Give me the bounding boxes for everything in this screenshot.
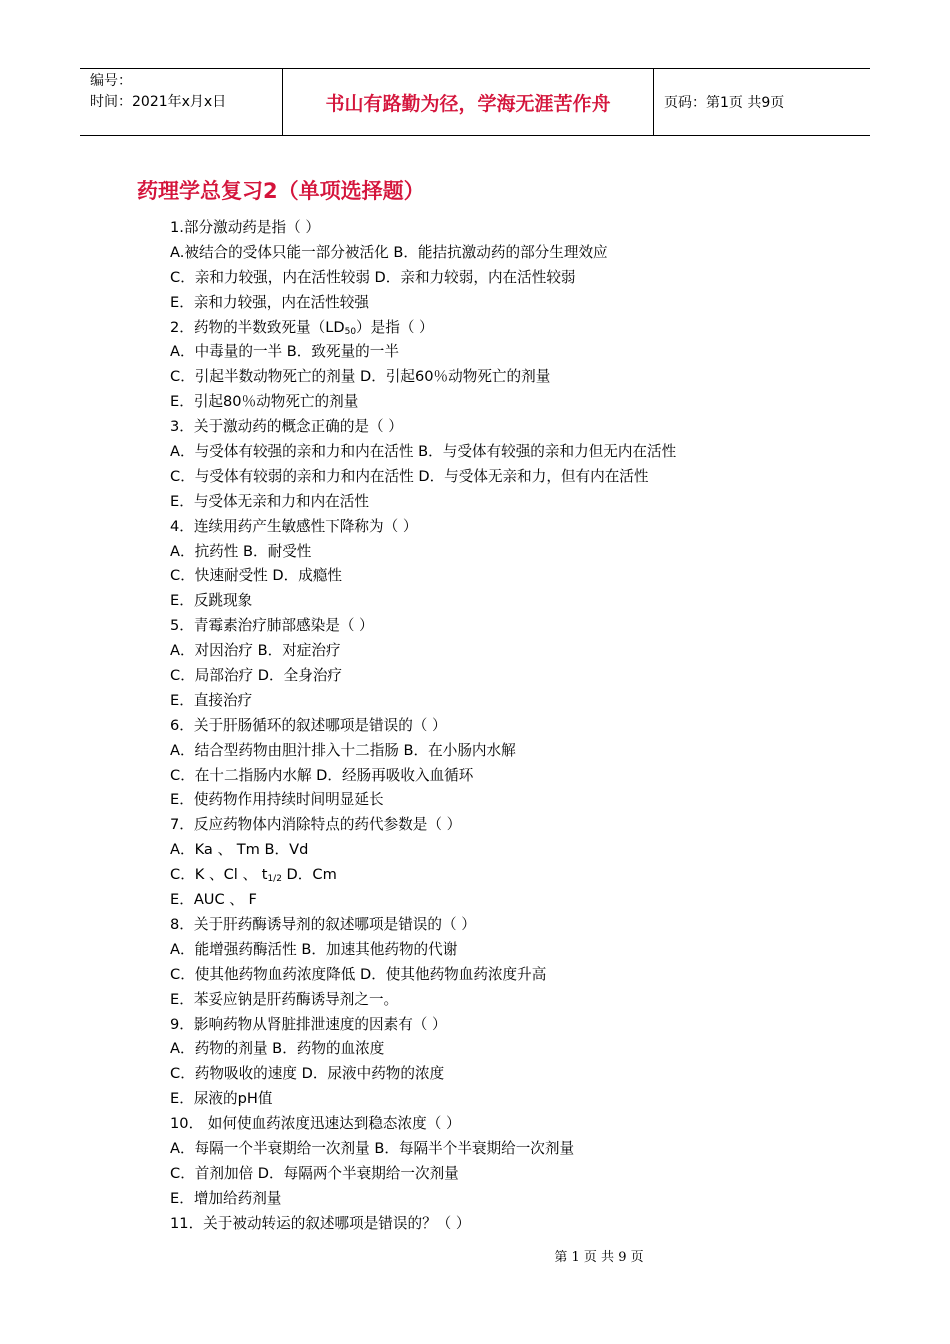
text-line: 2．药物的半数致死量$(LD_{50})$是指（ ） bbox=[170, 318, 434, 337]
text-line: A.被结合的受体只能一部分被活化 B．能拮抗激动药的部分生理效应 bbox=[170, 243, 608, 261]
text-line: A．Ka 、 Tm B．Vd bbox=[170, 841, 309, 859]
text-line: A．药物的剂量 B．药物的血浓度 bbox=[170, 1040, 385, 1058]
text-line: E．AUC 、 F bbox=[170, 891, 257, 909]
header-left-cell bbox=[80, 69, 282, 135]
text-line: A．每隔一个半衰期给一次剂量 B．每隔半个半衰期给一次剂量 bbox=[170, 1139, 575, 1157]
text-line: 3．关于激动药的概念正确的是（ ） bbox=[170, 418, 403, 436]
text-line: E．亲和力较强，内在活性较强 bbox=[170, 293, 369, 311]
text-line: A．中毒量的一半 B．致死量的一半 bbox=[170, 343, 399, 361]
text-line: 8．关于肝药酶诱导剂的叙述哪项是错误的（ ） bbox=[170, 915, 476, 933]
text-line: 4．连续用药产生敏感性下降称为（ ） bbox=[170, 517, 418, 535]
header-motto: 书山有路勤为径，学海无涯苦作舟 bbox=[282, 69, 654, 135]
text-line: A．与受体有较强的亲和力和内在活性 B．与受体有较强的亲和力但无内在活性 bbox=[170, 443, 677, 461]
text-line: 7．反应药物体内消除特点的药代参数是（ ） bbox=[170, 816, 462, 834]
text-line: 1.部分激动药是指（ ） bbox=[170, 219, 320, 236]
text-line: E．尿液的pH值 bbox=[170, 1090, 273, 1108]
text-line: C．与受体有较弱的亲和力和内在活性 D．与受体无亲和力，但有内在活性 bbox=[170, 467, 649, 485]
text-line: 10． 如何使血药浓度迅速达到稳态浓度（ ） bbox=[170, 1115, 461, 1133]
text-line: E．使药物作用持续时间明显延长 bbox=[170, 791, 384, 809]
text-line: E．引起80％动物死亡的剂量 bbox=[170, 393, 359, 411]
question-list bbox=[170, 216, 860, 1237]
text-line: E．直接治疗 bbox=[170, 691, 253, 709]
code-label: 编号： bbox=[90, 73, 132, 89]
text-line: C．快速耐受性 D．成瘾性 bbox=[170, 567, 343, 585]
text-line: A．对因治疗 B．对症治疗 bbox=[170, 642, 341, 660]
text-line: 9．影响药物从肾脏排泄速度的因素有（ ） bbox=[170, 1015, 447, 1033]
text-line: E．增加给药剂量 bbox=[170, 1189, 282, 1207]
text-line: 5．青霉素治疗肺部感染是（ ） bbox=[170, 617, 374, 635]
document-title: 药理学总复习2（单项选择题） bbox=[137, 179, 425, 203]
text-line: E．苯妥应钠是肝药酶诱导剂之一。 bbox=[170, 990, 399, 1008]
text-line: C．引起半数动物死亡的剂量 D．引起60％动物死亡的剂量 bbox=[170, 368, 551, 386]
page-footer: 第 1 页 共 9 页 bbox=[554, 1250, 644, 1265]
date-label: 时间：2021年x月x日 bbox=[90, 94, 227, 110]
text-line: E．反跳现象 bbox=[170, 592, 253, 610]
text-line: E．与受体无亲和力和内在活性 bbox=[170, 492, 369, 510]
text-line: 11．关于被动转运的叙述哪项是错误的？（ ） bbox=[170, 1214, 471, 1232]
text-line: C．药物吸收的速度 D．尿液中药物的浓度 bbox=[170, 1065, 445, 1083]
text-line: C．使其他药物血药浓度降低 D．使其他药物血药浓度升高 bbox=[170, 965, 547, 983]
text-line: C．在十二指肠内水解 D．经肠再吸收入血循环 bbox=[170, 766, 474, 784]
text-line: C．K 、Cl 、 $t_{1/2}$ D．Cm bbox=[170, 866, 337, 885]
text-line: A．抗药性 B．耐受性 bbox=[170, 542, 312, 560]
text-line: A．能增强药酶活性 B．加速其他药物的代谢 bbox=[170, 940, 458, 958]
page-header bbox=[80, 68, 870, 136]
text-line: A．结合型药物由胆汁排入十二指肠 B．在小肠内水解 bbox=[170, 741, 516, 759]
text-line: C．首剂加倍 D．每隔两个半衰期给一次剂量 bbox=[170, 1164, 459, 1182]
header-page-info: 页码：第1页 共9页 bbox=[664, 95, 785, 111]
text-line: C．局部治疗 D．全身治疗 bbox=[170, 667, 343, 685]
text-line: C．亲和力较强，内在活性较弱 D．亲和力较弱，内在活性较弱 bbox=[170, 268, 576, 286]
text-line: 6．关于肝肠循环的叙述哪项是错误的（ ） bbox=[170, 716, 447, 734]
